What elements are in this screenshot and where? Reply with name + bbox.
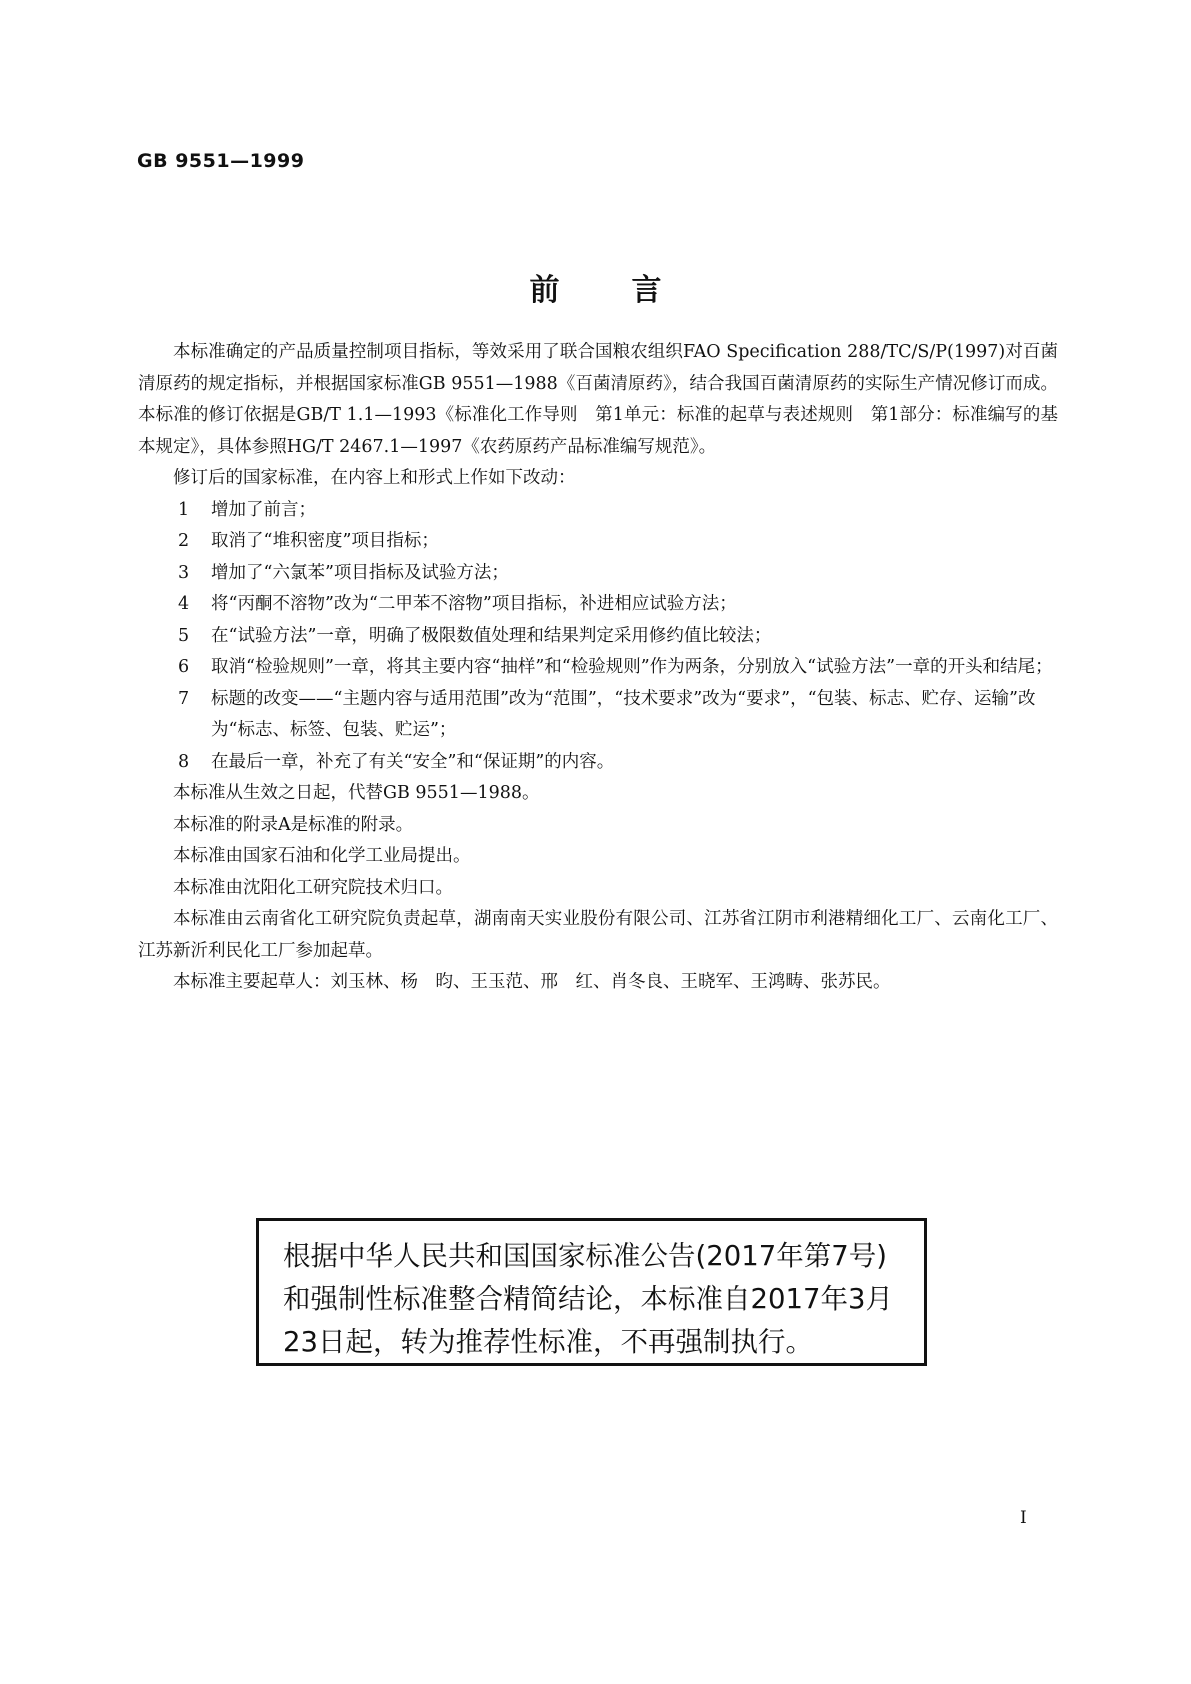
appendix-statement: 本标准的附录A是标准的附录。 — [173, 814, 414, 835]
title-char-1: 前 — [529, 273, 560, 308]
intro-paragraph: 本标准确定的产品质量控制项目指标，等效采用了联合国粮农组织FAO Specification 288/TC/S/P(1997)对百菌清原药的规定指标，并根据国家标准GB 9551—1988《百菌清原药》，结合我国百菌清原药的实际生产情况修订而成。本标准的修订依据是GB/T 1.1—1993《标准化工作导则 第1单元：标准的起草与表述规则 第1部分：标准编写的基本规定》，具体参照HG/T 2467.1—1997《农药原药产品标准编写规范》。 — [138, 342, 1058, 457]
notice-box: 根据中华人民共和国国家标准公告(2017年第7号)和强制性标准整合精简结论，本标准自2017年3月23日起，转为推荐性标准，不再强制执行。 — [256, 1218, 927, 1366]
change-text: 增加了“六氯苯”项目指标及试验方法； — [211, 562, 509, 583]
change-text: 取消“检验规则”一章，将其主要内容“抽样”和“检验规则”作为两条，分别放入“试验方法”一章的开头和结尾； — [211, 657, 1053, 677]
change-text: 取消了“堆积密度”项目指标； — [211, 531, 439, 551]
change-number: 3 — [178, 562, 190, 583]
change-item — [138, 747, 1058, 779]
change-item — [138, 526, 1058, 558]
change-item — [138, 621, 1058, 653]
change-number: 8 — [178, 751, 190, 772]
standard-number: GB 9551—1999 — [137, 150, 305, 172]
page-title — [0, 265, 1191, 309]
change-item — [138, 589, 1058, 621]
change-text: 在最后一章，补充了有关“安全”和“保证期”的内容。 — [211, 751, 615, 772]
change-number: 5 — [178, 625, 190, 646]
change-item — [138, 495, 1058, 527]
change-text: 将“丙酮不溶物”改为“二甲苯不溶物”项目指标，补进相应试验方法； — [211, 594, 737, 614]
page-number: I — [1020, 1508, 1027, 1528]
change-text: 增加了前言； — [211, 499, 316, 520]
title-char-2: 言 — [631, 273, 662, 308]
change-number: 6 — [178, 657, 190, 677]
change-number: 7 — [178, 688, 190, 709]
drafters-statement: 本标准主要起草人：刘玉林、杨 昀、王玉范、邢 红、肖冬良、王晓军、王鸿畴、张苏民。 — [173, 972, 891, 992]
change-item — [138, 558, 1058, 590]
administrator-statement: 本标准由沈阳化工研究院技术归口。 — [173, 877, 453, 898]
change-item — [138, 652, 1058, 684]
change-text: 标题的改变——“主题内容与适用范围”改为“范围”，“技术要求”改为“要求”，“包装、标志、贮存、运输”改为“标志、标签、包装、贮运”； — [211, 688, 1036, 740]
proposer-statement: 本标准由国家石油和化学工业局提出。 — [173, 846, 471, 866]
change-item — [138, 684, 1058, 747]
replacement-statement: 本标准从生效之日起，代替GB 9551—1988。 — [173, 783, 540, 803]
change-text: 在“试验方法”一章，明确了极限数值处理和结果判定采用修约值比较法； — [211, 625, 772, 646]
foreword-body — [138, 337, 1058, 999]
changes-intro: 修订后的国家标准，在内容上和形式上作如下改动： — [173, 468, 576, 488]
change-number: 2 — [178, 531, 190, 551]
change-number: 1 — [178, 499, 190, 520]
change-number: 4 — [178, 594, 190, 614]
drafting-units-statement: 本标准由云南省化工研究院负责起草，湖南南天实业股份有限公司、江苏省江阴市利港精细化工厂、云南化工厂、江苏新沂利民化工厂参加起草。 — [138, 909, 1058, 961]
